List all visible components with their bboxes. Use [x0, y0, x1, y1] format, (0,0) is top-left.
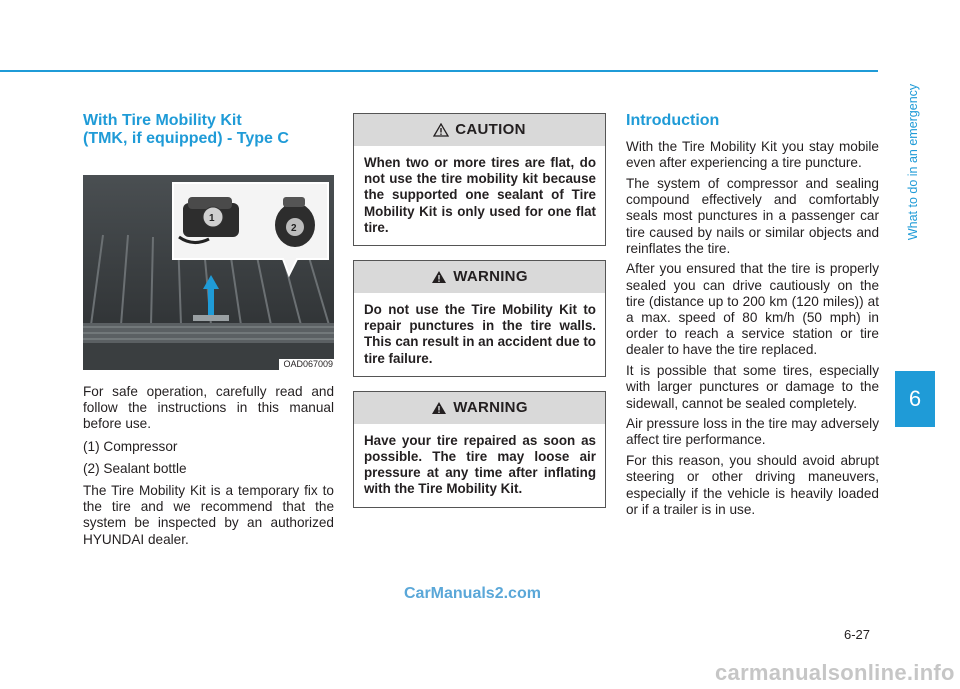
paragraph: The Tire Mobility Kit is a temporary fix to the tire and we recommend that the system be inspected by an authorized HYUNDAI dealer. — [83, 483, 334, 547]
warning-triangle-icon — [431, 401, 447, 415]
page-number: 6-27 — [844, 627, 871, 642]
notice-column — [353, 113, 606, 522]
svg-text:2: 2 — [291, 223, 297, 234]
paragraph: For safe operation, carefully read and follow the instructions in this manual before use. — [83, 384, 334, 432]
paragraph: For this reason, you should avoid abrupt steering or other driving maneuvers, especially if the vehicle is heavily loaded or if a trailer is in use. — [626, 453, 879, 517]
chapter-title: What to do in an emergency — [906, 83, 920, 241]
watermark-footer: carmanualsonline.info — [715, 660, 955, 685]
warning-header: WARNING — [354, 261, 605, 293]
caution-triangle-icon — [433, 123, 449, 137]
warning-header: WARNING — [354, 392, 605, 424]
paragraph: With the Tire Mobility Kit you stay mobile even after experiencing a tire puncture. — [626, 139, 879, 171]
list-item-compressor: (1) Compressor — [83, 438, 178, 454]
tmk-trunk-photo — [83, 175, 334, 370]
caution-text: When two or more tires are flat, do not use the tire mobility kit because the supported one sealant of Tire Mobility Kit is only used for one flat tire. — [364, 155, 596, 235]
right-column — [626, 112, 879, 522]
paragraph: The system of compressor and sealing compound effectively and comfortably seals most punctures in a passenger car tire caused by nails or similar objects and reinflates the tire. — [626, 175, 879, 256]
paragraph: It is possible that some tires, especially with larger punctures or damage to the sidewall, cannot be sealed completely. — [626, 363, 879, 411]
caution-box — [353, 113, 606, 246]
list-item-sealant-bottle: (2) Sealant bottle — [83, 460, 187, 476]
warning-text: Do not use the Tire Mobility Kit to repair punctures in the tire walls. This can result in an accident due to tire failure. — [364, 302, 596, 366]
top-rule — [0, 70, 878, 72]
svg-text:1: 1 — [209, 213, 215, 224]
image-code: OAD067009 — [279, 359, 334, 370]
paragraph: Air pressure loss in the tire may adversely affect tire performance. — [626, 416, 879, 448]
section-heading: Introduction — [626, 112, 720, 129]
paragraph: After you ensured that the tire is properly sealed you can drive cautiously on the tire (distance up to 200 km (120 miles)) at a max. speed of 80 km/h (50 mph) in order to reach a service station or tire dealer to have the tire replaced. — [626, 261, 879, 358]
watermark-link[interactable]: CarManuals2.com — [404, 585, 541, 602]
section-heading: With Tire Mobility Kit (TMK, if equipped) - Type C — [83, 112, 289, 147]
chapter-number-tab[interactable]: 6 — [895, 371, 935, 427]
left-body-text — [83, 384, 334, 548]
warning-box — [353, 260, 606, 377]
warning-text: Have your tire repaired as soon as possible. The tire may loose air pressure at any time after inflating with the Tire Mobility Kit. — [364, 432, 596, 497]
warning-triangle-icon — [431, 270, 447, 284]
left-column — [83, 112, 334, 554]
warning-box — [353, 391, 606, 508]
caution-header: CAUTION — [354, 114, 605, 146]
